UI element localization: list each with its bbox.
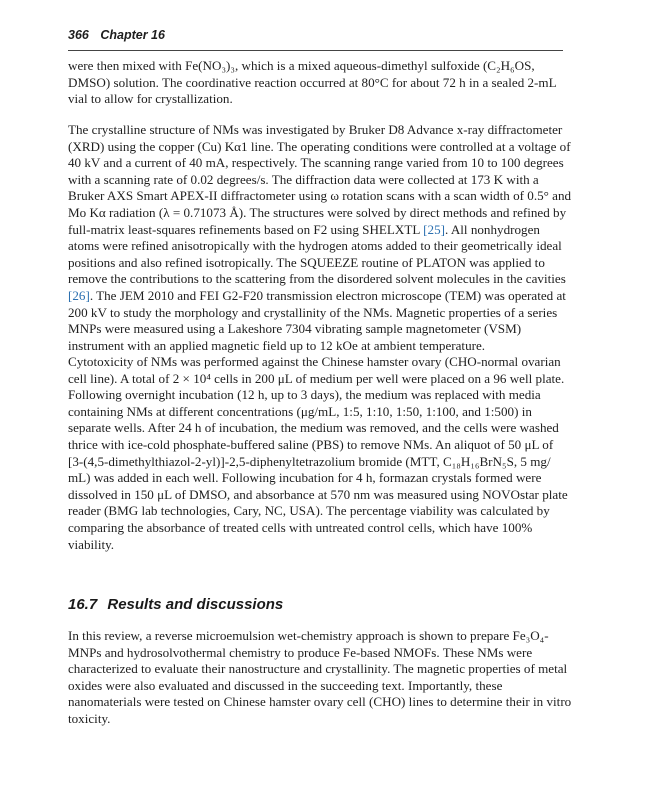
text-line: thrice with ice-cold phosphate-buffered saline (PBS) to remove NMs. An aliquot of 50 μL of: [68, 436, 554, 452]
text-line: Bruker AXS Smart APEX-II diffractometer using ω rotation scans with a scan width of 0.5° and: [68, 188, 572, 204]
text-segment: . The JEM 2010 and FEI G2-F20 transmission electron microscope (TEM) was operated at: [89, 287, 566, 303]
text-line: vial to allow for crystallization.: [68, 91, 233, 107]
text-line: 200 kV to study the morphology and crystallinity of the NMs. Magnetic properties of a series: [68, 304, 558, 320]
text-line: 40 kV and a current of 40 mA, respectively. The scanning range varied from 10 to 100 degrees: [68, 155, 564, 171]
text-line: instrument with an applied magnetic field up to 12 kOe at ambient temperature.: [68, 337, 486, 353]
chapter-label: Chapter 16: [100, 28, 165, 42]
text-line: viability.: [68, 536, 115, 552]
text-line: characterized to evaluate their nanostructure and crystallinity. The magnetic properties of metal: [68, 661, 568, 677]
text-line: In this review, a reverse microemulsion wet-chemistry approach is shown to prepare Fe₃O₄-: [68, 628, 549, 643]
text-line: DMSO) solution. The coordinative reaction occurred at 80°C for about 72 h in a sealed 2-mL: [68, 74, 557, 90]
text-segment: full-matrix least-squares refinements based on F2 using SHELXTL: [68, 221, 420, 237]
section-heading: [68, 596, 283, 613]
running-header: [68, 28, 563, 51]
section-number: 16.7: [68, 596, 98, 613]
text-line: remove the contributions to the scattering from the disordered solvent molecules in the cavities: [68, 271, 566, 287]
text-line: oxides were also evaluated and discussed in the succeeding text. Importantly, these: [68, 677, 503, 693]
paragraph-1: [68, 58, 564, 108]
text-line: with a scanning rate of 0.02 degrees/s. The diffraction data were collected at 173 K with a: [68, 171, 539, 187]
text-line: were then mixed with Fe(NO₃)₃, which is a mixed aqueous-dimethyl sulfoxide (C₂H₆OS,: [68, 58, 535, 73]
text-line: comparing the absorbance of treated cells with untreated control cells, which have 100%: [68, 519, 533, 535]
paragraph-2: [68, 122, 572, 354]
text-line: Following overnight incubation (12 h, up to 3 days), the medium was replaced with media: [68, 387, 541, 403]
text-line: [68, 222, 564, 239]
section-title: Results and discussions: [107, 596, 284, 613]
paragraph-3: [68, 354, 568, 553]
text-line: [68, 288, 564, 305]
text-line: (XRD) using the copper (Cu) Kα1 line. The operating conditions were controlled at a voltage of: [68, 138, 571, 154]
page-number: 366: [68, 28, 89, 42]
text-line: positions and also refined isotropically. The SQUEEZE routine of PLATON was applied to: [68, 254, 545, 270]
text-line: cell line). A total of 2 × 10⁴ cells in 200 μL of medium per well were placed on a 96 well plate.: [68, 370, 565, 386]
text-line: MNPs and hydrosolvothermal chemistry to produce Fe-based NMOFs. These NMs were: [68, 644, 533, 660]
text-line: separate wells. After 24 h of incubation, the medium was removed, and the cells were washed: [68, 420, 559, 436]
text-segment: . All nonhydrogen: [445, 221, 540, 237]
paragraph-4: [68, 628, 572, 728]
text-line: The crystalline structure of NMs was investigated by Bruker D8 Advance x-ray diffractometer: [68, 122, 563, 137]
citation-link[interactable]: [26]: [68, 287, 90, 303]
text-line: mL) was added in each well. Following incubation for 4 h, formazan crystals formed were: [68, 470, 542, 486]
text-line: reader (BMG lab technologies, Cary, NC, USA). The percentage viability was calculated by: [68, 503, 550, 519]
text-line: atoms were refined anisotropically with the hydrogen atoms added to their geometrically ideal: [68, 238, 562, 254]
citation-link[interactable]: [25]: [423, 221, 445, 237]
text-line: dissolved in 150 μL of DMSO, and absorbance at 570 nm was measured using NOVOstar plate: [68, 486, 568, 502]
text-line: MNPs were measured using a Lakeshore 7304 vibrating sample magnetometer (VSM): [68, 321, 522, 337]
text-line: toxicity.: [68, 710, 111, 726]
text-line: Mo Kα radiation (λ = 0.71073 Å). The structures were solved by direct methods and refined by: [68, 204, 567, 220]
text-line: containing NMs at different concentrations (μg/mL, 1:5, 1:10, 1:50, 1:100, and 1:500) in: [68, 403, 532, 419]
text-line: [3-(4,5-dimethylthiazol-2-yl)]-2,5-diphenyltetrazolium bromide (MTT, C₁₈H₁₆BrN₅S, 5 mg/: [68, 453, 551, 469]
text-line: Cytotoxicity of NMs was performed against the Chinese hamster ovary (CHO-normal ovarian: [68, 354, 561, 369]
text-line: nanomaterials were tested on Chinese hamster ovary cell (CHO) lines to determine their in vitro: [68, 694, 572, 710]
